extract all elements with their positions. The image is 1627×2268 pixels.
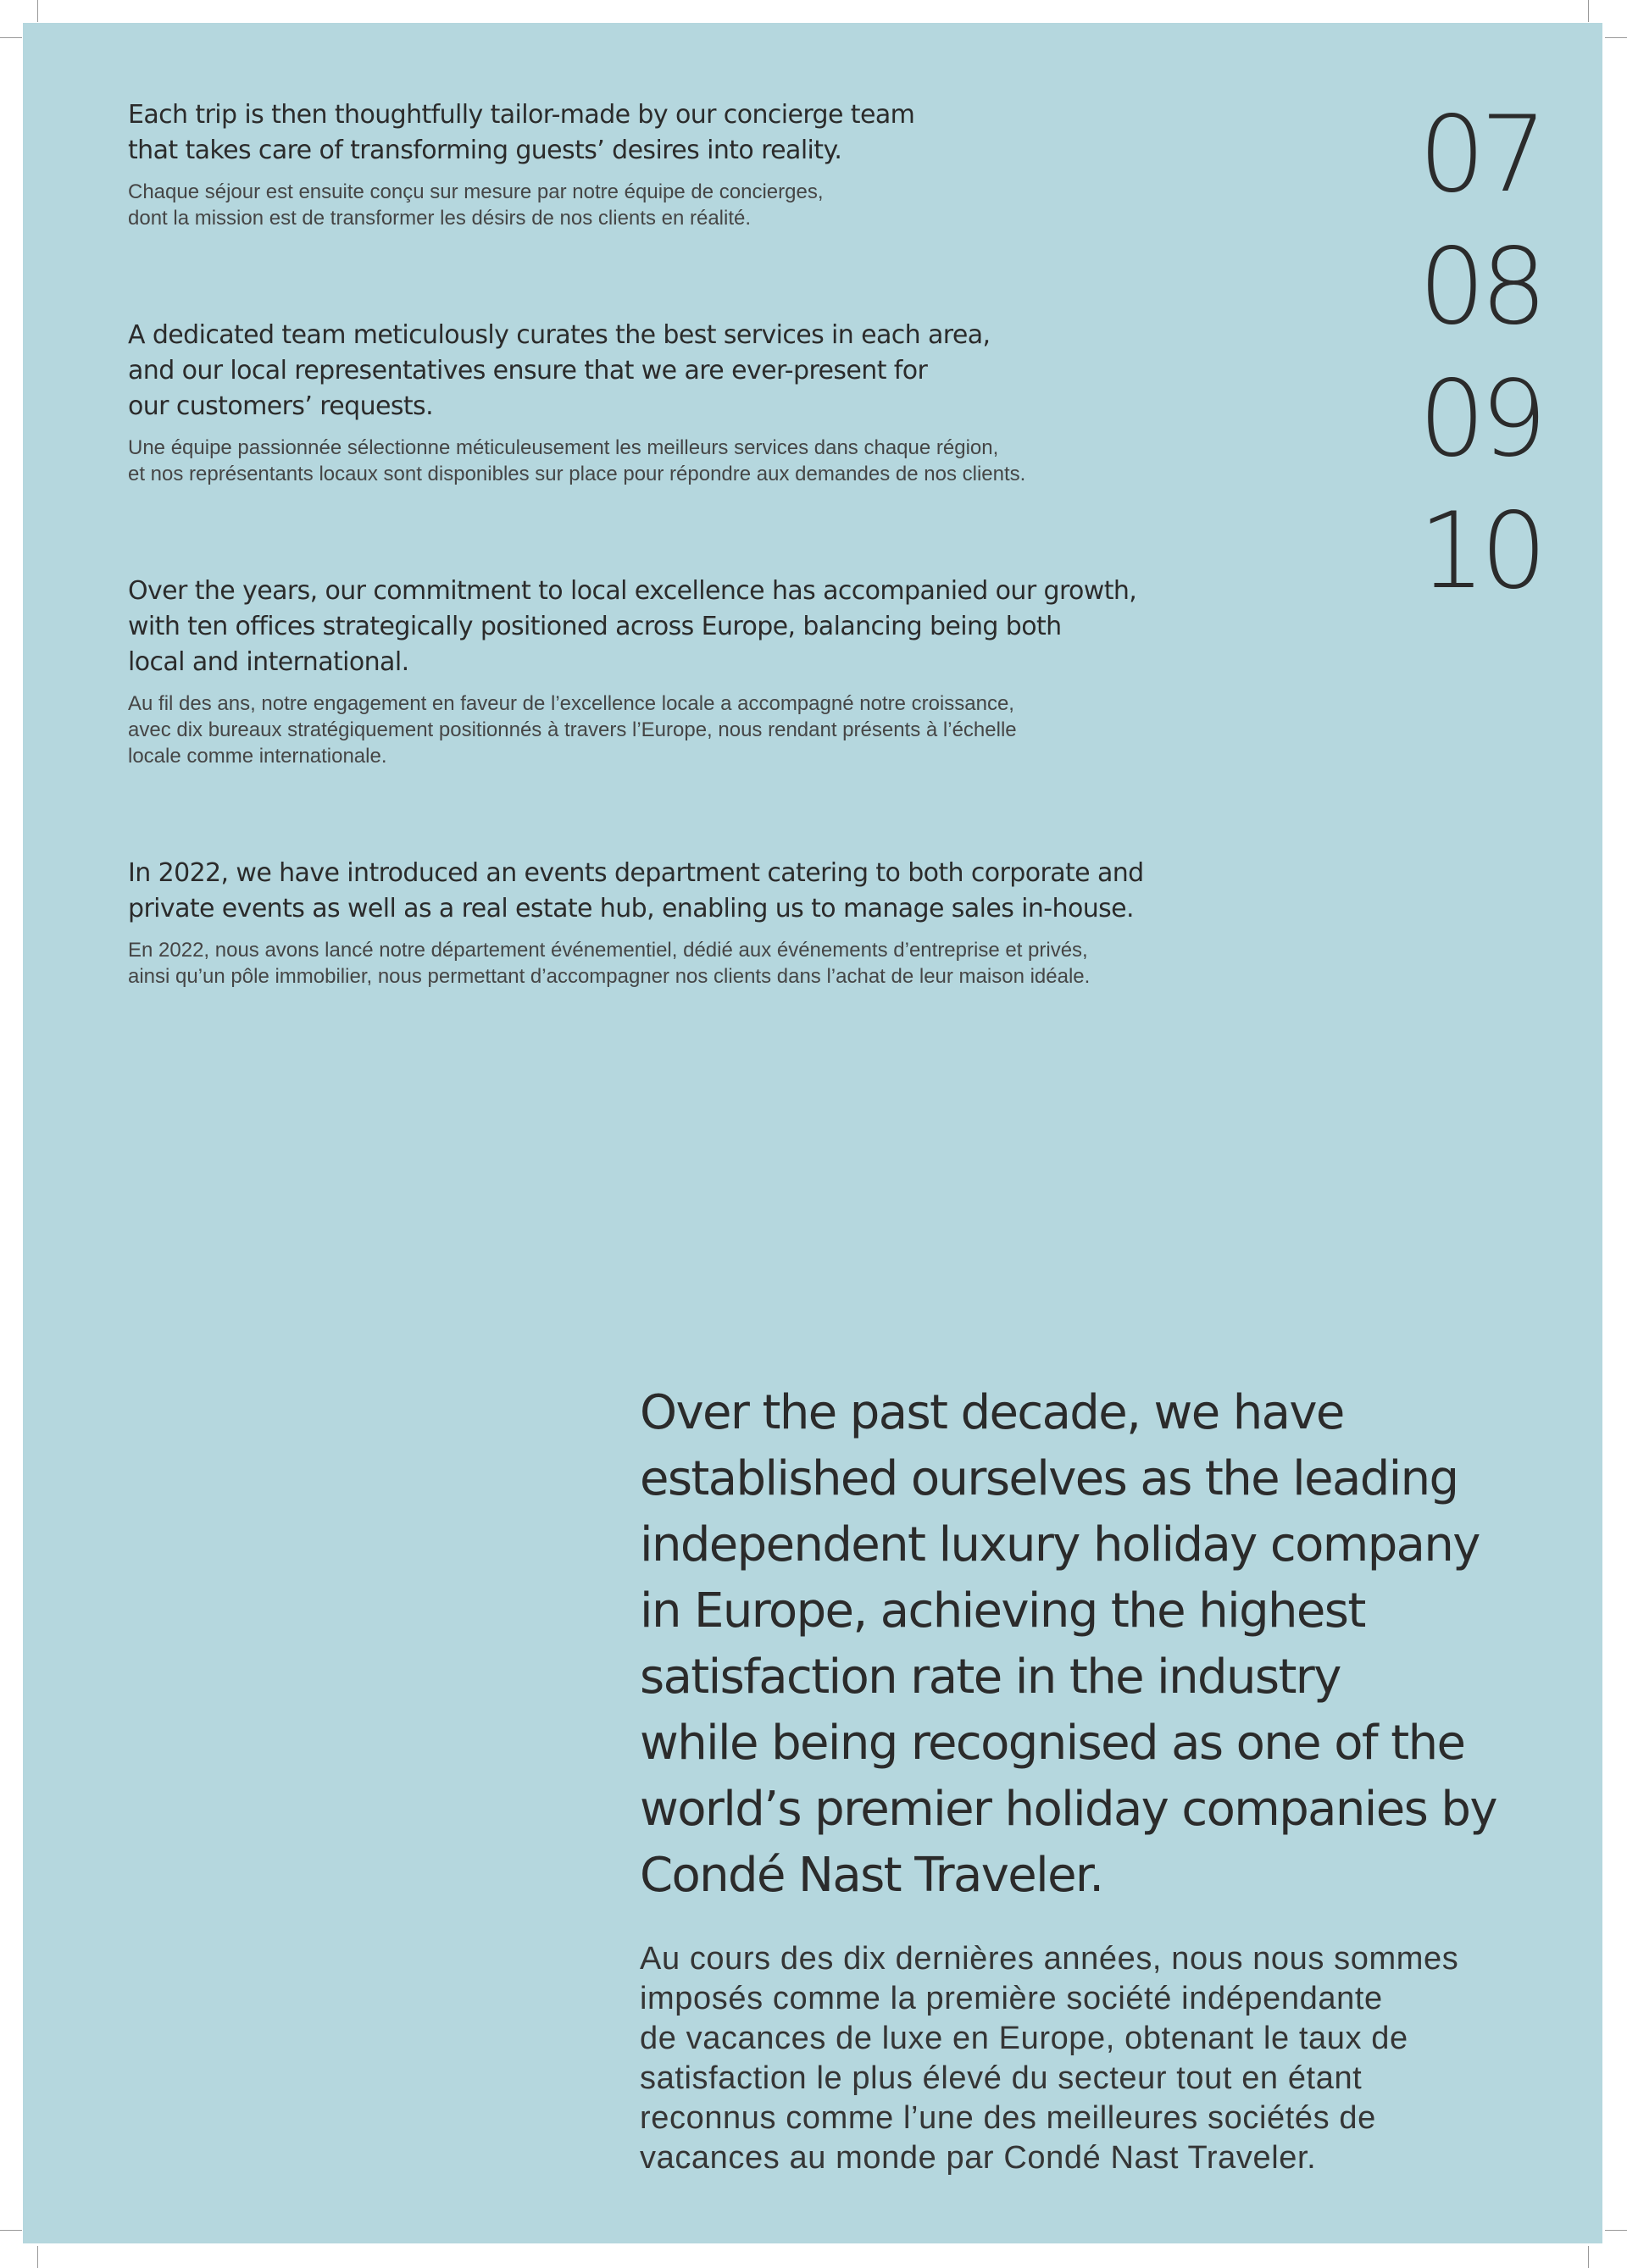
section-text-fr: Chaque séjour est ensuite conçu sur mesure par notre équipe de concierges, dont la mission est de transformer les désirs de nos clients en réalité. — [128, 180, 824, 230]
crop-mark — [37, 2246, 38, 2268]
crop-mark — [0, 2230, 22, 2231]
crop-mark — [1605, 37, 1627, 38]
section-text-en: A dedicated team meticulously curates the best services in each area, and our local representatives ensure that we are ever-present for our customers’ requests. — [128, 320, 991, 421]
section-number: 09 — [1419, 358, 1542, 480]
crop-mark — [0, 37, 22, 38]
section-numbers — [1396, 89, 1565, 618]
section-concierge — [128, 97, 1247, 231]
crop-mark — [1605, 2230, 1627, 2231]
section-text-fr: Une équipe passionnée sélectionne méticuleusement les meilleurs services dans chaque région, et nos représentants locaux sont disponibles sur place pour répondre aux demandes de nos clients. — [128, 436, 1026, 485]
section-local-excellence — [128, 574, 1247, 769]
section-number: 08 — [1419, 226, 1542, 348]
section-events — [128, 856, 1247, 990]
crop-mark — [1588, 2246, 1589, 2268]
highlight-text-fr: Au cours des dix dernières années, nous nous sommes imposés comme la première société indépendante de vacances de luxe en Europe, obtenant le taux de satisfaction le plus élevé du secteur tout en étant reconnus comme l’une des meilleures sociétés de vacances au monde par Condé Nast Traveler. — [640, 1941, 1459, 2176]
crop-mark — [37, 0, 38, 22]
content-panel — [23, 23, 1602, 2243]
highlight-text-en: Over the past decade, we have established ourselves as the leading independent luxury holiday company in Europe, achieving the highest satisfaction rate in the industry while being recognised as one of the world’s premier holiday companies by Condé Nast Traveler. — [640, 1385, 1497, 1903]
section-text-en: In 2022, we have introduced an events department catering to both corporate and private events as well as a real estate hub, enabling us to manage sales in-house. — [128, 858, 1144, 923]
highlight-statement — [640, 1380, 1589, 2178]
section-text-fr: Au fil des ans, notre engagement en faveur de l’excellence locale a accompagné notre croissance, avec dix bureaux stratégiquement positionnés à travers l’Europe, nous rendant présents à l’échelle locale comme internationale. — [128, 692, 1017, 768]
section-text-fr: En 2022, nous avons lancé notre département événementiel, dédié aux événements d’entreprise et privés, ainsi qu’un pôle immobilier, nous permettant d’accompagner nos clients dans l’achat de leur maison idéale. — [128, 939, 1091, 988]
crop-mark — [1588, 0, 1589, 22]
section-number: 10 — [1419, 491, 1542, 613]
section-text-en: Over the years, our commitment to local excellence has accompanied our growth, with ten offices strategically positioned across Europe, balancing being both local and international. — [128, 576, 1137, 677]
section-dedicated-team — [128, 318, 1247, 487]
section-number: 07 — [1419, 94, 1542, 216]
section-text-en: Each trip is then thoughtfully tailor-made by our concierge team that takes care of transforming guests’ desires into reality. — [128, 100, 915, 165]
